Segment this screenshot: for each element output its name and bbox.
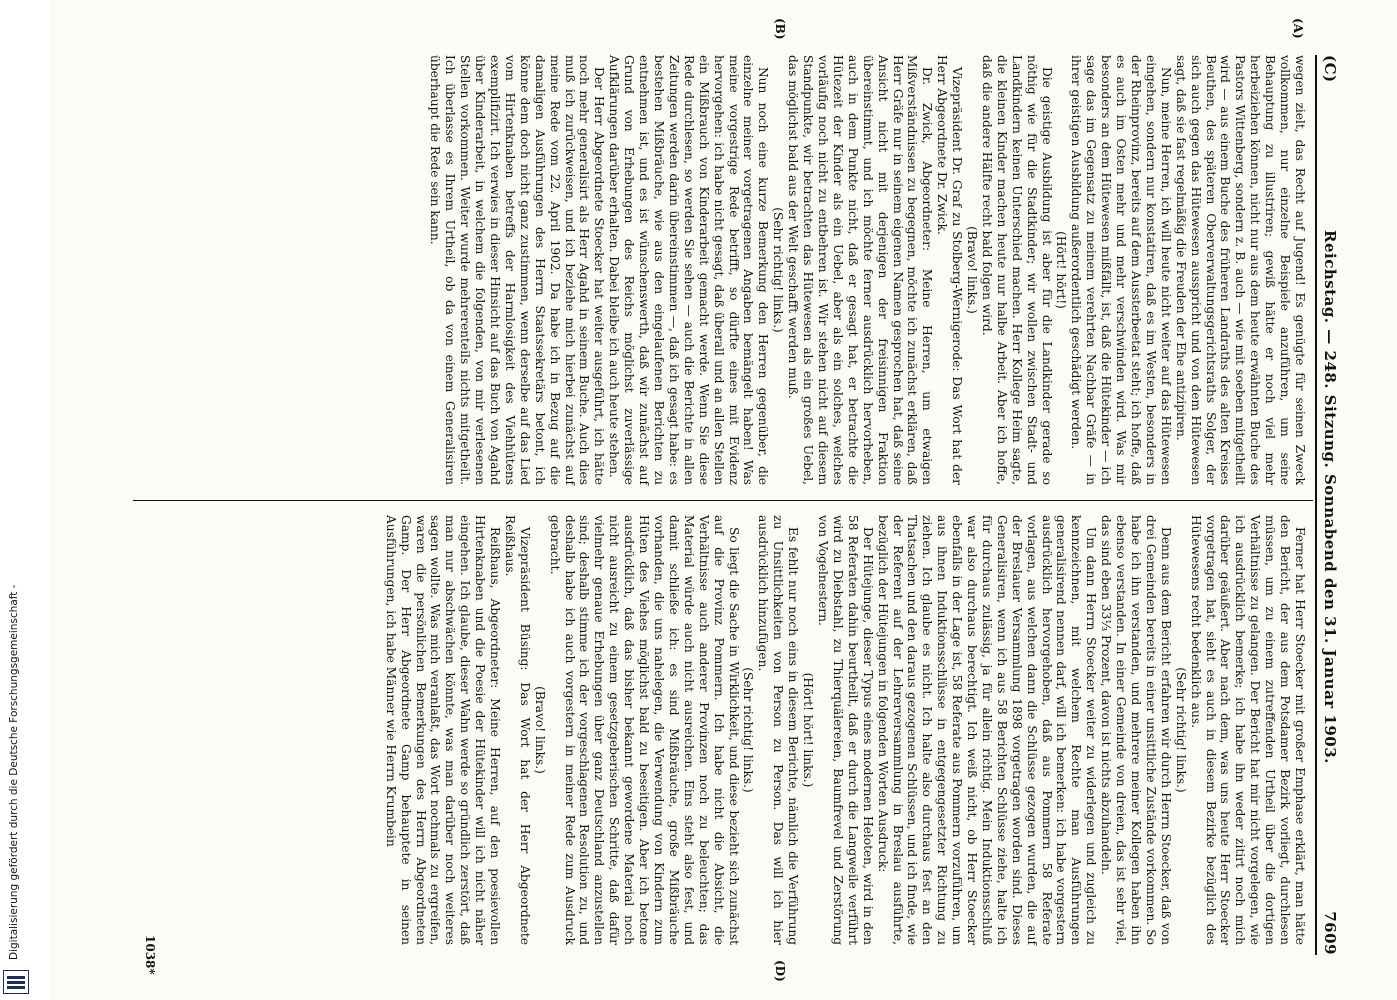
page-title: Reichstag. — 248. Sitzung. Sonnabend den 31. Januar 1903. [1321, 229, 1339, 764]
paragraph: Nun, meine Herren, ich will heute nicht weiter auf das Hütewesen eingehen, sondern nur konstatiren, daß es im Westen, besonders in der Rheinprovinz, bereits auf dem Aussterbeetat steht; ich hoffe, daß es auch im Osten mehr und mehr verschwinden wird. Was mir besonders an dem Hütewesen mißfällt, ist, daß die Hütekinder — ich sage das im Gegensatz zu meinem verehrten Nachbar Gräfe — in ihrer geistigen Ausbildung außerordentlich geschädigt werden. [1069, 55, 1173, 485]
paragraph: Der Herr Abgeordnete Stoecker hat weiter ausgeführt, ich hätte noch mehr generalisirt als Herr Agahd in seinem Buche. Auch dies muß ich zurückweisen, und ich beziehe mich hierbei zunächst auf meine Rede vom 22. April 1902. Da habe ich in Bezug auf die damaligen Ausführungen des Herrn Staatssekretärs betont, ich könne dem doch nicht ganz zustimmen, wenn derselbe auf das Lied vom Hirtenknaben betreffs der Harmlosigkeit des Viehhütens exemplifizirt. Ich verwies in dieser Hinsicht auf das Buch von Agahd über Kinderarbeit, in welchem die folgenden, von mir verlesenen Stellen vorkommen. Weiter wurde mehrerenteils nichts mitgetheilt. Ich überlasse es Ihrem Urtheil, ob da von einem Generalisiren überhaupt die Rede sein kann. [428, 55, 607, 485]
speaker-paragraph: Dr. Zwick, Abgeordneter: Meine Herren, um etwaigen Mißverständnissen zu begegnen, möchte ich zunächst erklären, daß Herr Gräfe nur in seinem eigenen Namen gesprochen hat, daß seine Ansicht nicht mit derjenigen der freisinnigen Fraktion übereinstimmt, und ich möchte ferner ausdrücklich hervorheben, auch in dem Punkte nicht, daß er gesagt hat, er betrachte die Hütezeit der Kinder als ein Uebel, aber als ein solches, welches vorläufig noch nicht zu entbehren ist. Wir stehen nicht auf diesem Standpunkte, wir betrachten das Hütewesen als ein großes Uebel, das möglichst bald aus der Welt geschafft werden muß. [786, 55, 935, 485]
column-divider [133, 500, 1313, 501]
interjection: (Hört! hört!) [1054, 231, 1069, 309]
scanned-page [50, 0, 1397, 1000]
paragraph: Die geistige Ausbildung ist aber für die Landkinder gerade so nöthig wie für die Stadtkinder; wir wollen zwischen Stadt- und Landkindern keinen Unterschied machen. Herr Kollege Heim sagte, die kleinen Kinder machen heute nur halbe Arbeit. Aber ich hoffe, daß die andere Hälfte recht bald folgen wird. [979, 55, 1054, 485]
rotated-page-content [50, 0, 1397, 1000]
interjection: (Hört! hört! links.) [801, 672, 816, 788]
interjection: (Bravo! links.) [532, 686, 547, 774]
marker-d: (D) [773, 960, 787, 982]
paragraph: So liegt die Sache in Wirklichkeit, und diese bezieht sich zunächst auf die Provinz Pommern. Ich habe nicht die Absicht, die Verhältnisse auch anderer Provinzen noch zu beleuchten; das Material würde auch nicht ausreichen. Eins steht also fest, und damit schließe ich: es sind Mißbräuche, große Mißbräuche vorhanden, die uns nahelegen, die Verwendung von Kindern zum Hüten des Viehes möglichst bald zu beseitigen. Aber ich betone ausdrücklich, daß das bisher bekannt gewordene Material noch nicht ausreicht zu einem gesetzgeberischen Schritte, daß dafür vielmehr genaue Erhebungen über ganz Deutschland anzustellen sind; deshalb stimme ich der vorgeschlagenen Resolution zu, und deshalb habe ich auch vorgestern in meiner Rede zum Ausdruck gebracht. [547, 515, 741, 945]
interjection: (Sehr richtig! links.) [771, 207, 786, 333]
page-header [1319, 55, 1341, 955]
paragraph: wegen zielt, das Recht auf Jugend! Es genügte für seinen Zweck vollkommen, nur einzelne Beispiele anzuführen, um seine Behauptung zu illustriren; gewiß hätte er noch viel mehr herbeiziehen können, nicht nur aus dem heute erwähnten Buche des Pastors Wittenberg, sondern z. B. auch — wie mit soeben mitgetheilt wird — aus einem Buche des früheren Landraths des alten Kreises Beuthen, des späteren Oberverwaltungsgerichtsraths Solger, der sich auch gegen das Hütewesen ausspricht und von dem Hütewesen sagt, daß sie fast regelmäßig die Freuden der Ehe antizipiren. [1173, 55, 1307, 485]
paragraph: Ferner hat Herr Stoecker mit großer Emphase erklärt, man hätte den Bericht, der aus dem Potsdamer Bezirk vorliegt, durchlesen müssen, um zu einem zutreffenden Urtheil über die dortigen Verhältnisse zu gelangen. Der Bericht hat mir nicht vorgelegen, wie ich ausdrücklich bemerke; ich habe ihn weder zitirt noch mich darüber geäußert. Aber nach dem, was uns heute Herr Stoecker vorgetragen hat, sieht es auch in diesem Bezirke bezüglich des Hütewesens recht bedenklich aus. [1188, 515, 1307, 945]
digitization-sidebar [0, 0, 50, 1000]
interjection: (Sehr richtig! links.) [741, 667, 756, 793]
paragraph: Denn aus dem Bericht erfahren wir durch Herrn Stoecker, daß von drei Gemeinden bereits in einer unsittliche Zustände vorkommen. So habe ich ihn verstanden, und mehrere meiner Kollegen haben ihn ebenso verstanden. In einer Gemeinde von dreien, das ist sehr viel, das sind eben 33⅓ Prozent, davon ist nichts abzuhandeln. [1099, 515, 1173, 945]
paragraph: Es fehlt nur noch eins in diesem Berichte, nämlich die Verführung zu Unsittlichkeiten von Person zu Person. Das will ich hier ausdrücklich hinzufügen. [756, 515, 801, 945]
speaker-paragraph: Vizepräsident Büsing: Das Wort hat der Herr Abgeordnete Reißhaus. [502, 515, 532, 945]
interjection: (Bravo! links.) [965, 226, 980, 314]
quote-paragraph: Der Hütejunge, dieser Typus eines modernen Heloten, wird in den 58 Referaten dahin beurtheilt, daß er durch die Langweile verführt wird zu Diebstahl, zu Thierquälereien, Baumfrevel und Zerstörung von Vogelnestern. [816, 515, 875, 945]
paragraph: Um dann Herrn Stoecker weiter zu widerlegen und zugleich zu kennzeichnen, mit welchem Rechte man Ausführungen generalisirend nennen darf, will ich bemerken: ich habe vorgestern ausdrücklich hervorgehoben, daß aus Pommern 58 Referate vorlagen, aus welchen dann die Schlüsse gezogen wurden, die auf der Breslauer Versammlung 1898 vorgetragen worden sind. Dieses Generalisiren, wenn ich aus 58 Berichten Schlüsse ziehe, halte ich für durchaus zulässig, ja für allein richtig. Mein Induktionsschluß war also durchaus berechtigt. Ich weiß nicht, ob Herr Stoecker ebenfalls in der Lage ist, 58 Referate aus Pommern vorzuführen, um aus ihnen Induktionsschlüsse in entgegengesetzter Richtung zu ziehen. Ich glaube es nicht. Ich halte also durchaus fest an den Thatsachen und den daraus gezogenen Schlüssen, und ich finde, wie der Referent auf der Lehrerversammlung in Breslau ausführte, bezüglich der Hütejungen in folgenden Worten Ausdruck: [875, 515, 1099, 945]
paragraph: Nun noch eine kurze Bemerkung den Herren gegenüber, die einzelne meiner vorgetragenen Angaben bemängelt haben! Was meine vorgestrige Rede betrifft, so dürfte eines mit Evidenz hervorgehen: ich habe nicht gesagt, daß überall und an allen Stellen ein Mißbrauch von Kinderarbeit gemacht werde. Wenn Sie diese Rede durchlesen, so werden Sie sehen — auch die Berichte in allen Zeitungen werden darin übereinstimmen —, daß ich gesagt habe: es bestehen Mißbräuche, wie aus den eingelaufenen Berichten zu entnehmen ist, und es ist wünschenswerth, daß wir zunächst auf Grund von Erhebungen des Reichs möglichst zuverlässige Aufklärungen darüber erhalten. Dabei bleibe ich auch heute stehen. [607, 55, 771, 485]
dfg-logo-icon [3, 970, 29, 994]
speaker-paragraph: Vizepräsident Dr. Graf zu Stolberg-Wernigerode: Das Wort hat der Herr Abgeordnete Dr. Zwick. [935, 55, 965, 485]
speaker-paragraph: Reißhaus, Abgeordneter: Meine Herren, auf den poesievollen Hirtenknaben und die Poesie der Hütekinder will ich nicht näher eingehen. Ich glaube, dieser Wahn werde so gründlich zerstört, daß man nur abschwächen könnte, was man darüber noch weiteres sagen wollte. Was mich veranlaßt, das Wort nochmals zu ergreifen, waren die persönlichen Bemerkungen des Herrn Abgeordneten Gamp. Der Herr Abgeordnete Gamp behauptete in seinen Ausführungen, ich habe Männer wie Herrn Krumbein [383, 515, 503, 945]
right-column [383, 515, 1307, 945]
marker-a: (A) [1291, 18, 1305, 39]
left-column [428, 55, 1307, 485]
header-marker-c: (C) [1321, 55, 1339, 83]
digitization-credit: Digitalisierung gefördert durch die Deutsche Forschungsgemeinschaft - [8, 584, 20, 960]
marker-b: (B) [773, 18, 787, 40]
interjection: (Sehr richtig! links.) [1173, 667, 1188, 793]
header-rule [1315, 55, 1317, 955]
page-code: 1038* [143, 935, 157, 975]
page-number: 7609 [1321, 911, 1339, 955]
